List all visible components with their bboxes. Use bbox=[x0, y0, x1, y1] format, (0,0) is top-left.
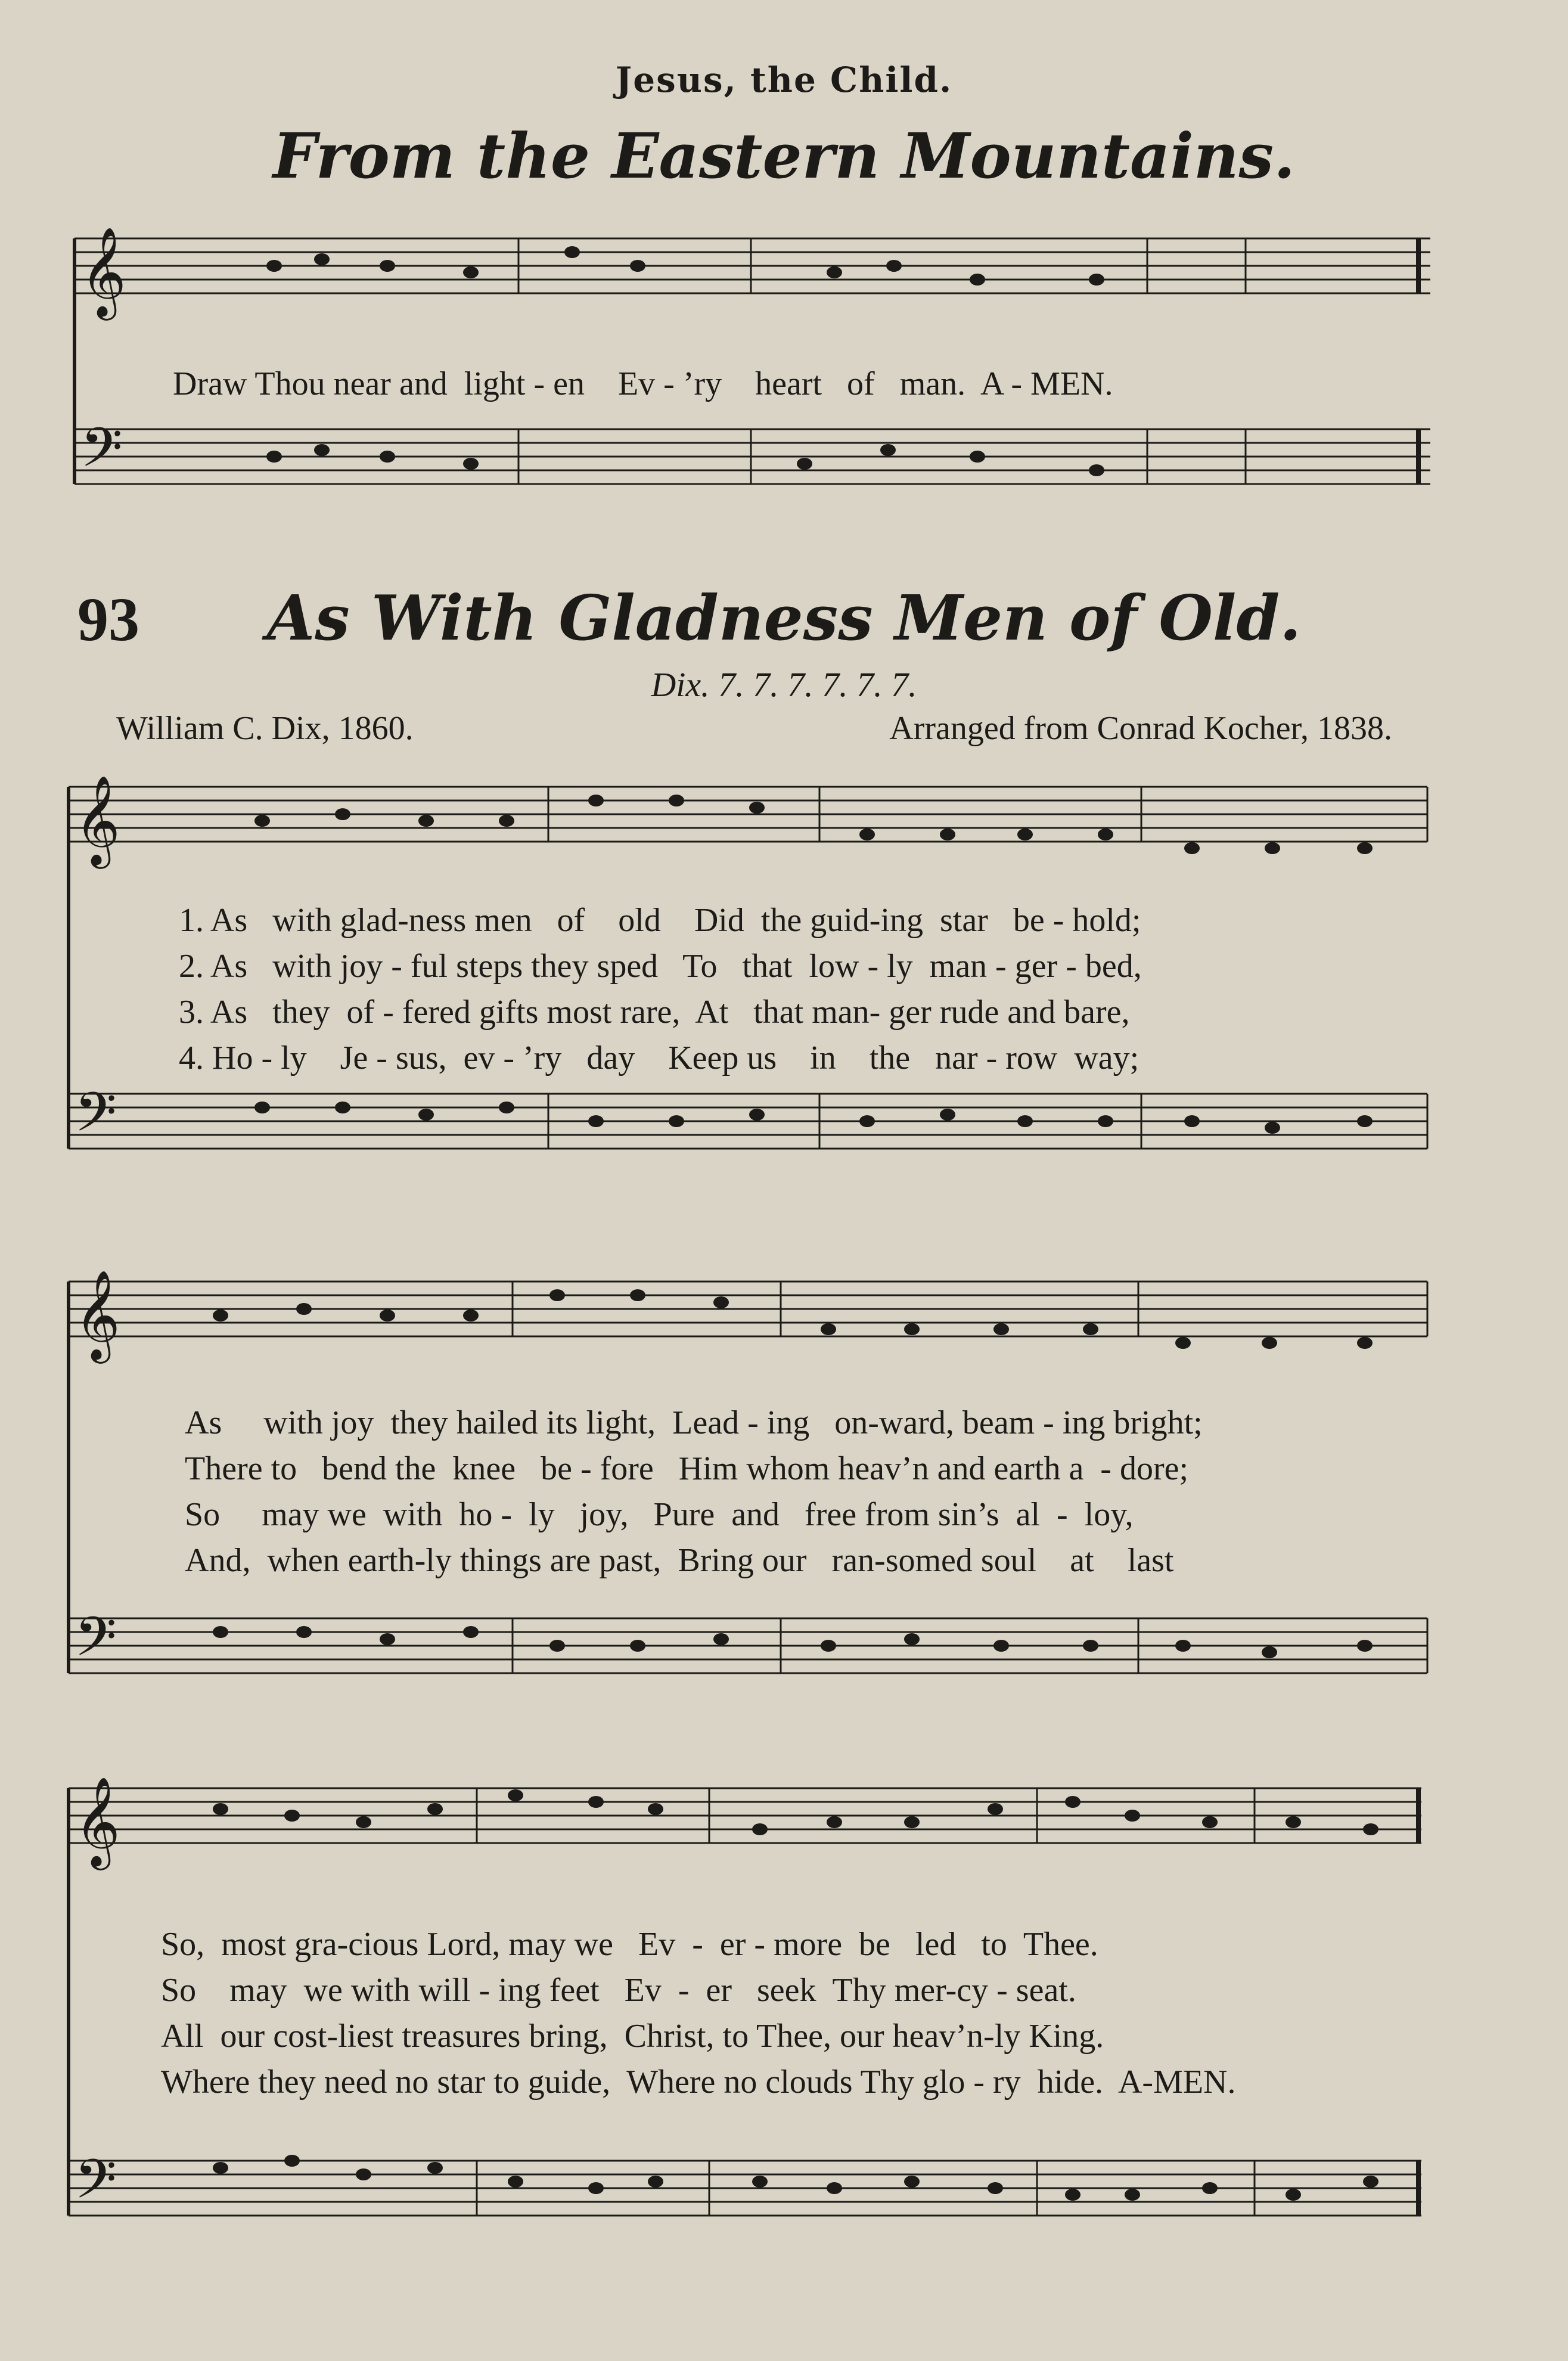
svg-text:𝄢: 𝄢 bbox=[80, 416, 123, 492]
svg-text:𝄞: 𝄞 bbox=[80, 226, 126, 317]
previous-hymn-lyric: Draw Thou near and light - en Ev - ’ry heart of man. A - MEN. bbox=[173, 365, 1113, 402]
section-heading: Jesus, the Child. bbox=[615, 60, 953, 100]
hymn-title: As With Gladness Men of Old. bbox=[266, 581, 1302, 654]
author-credit: William C. Dix, 1860. bbox=[116, 710, 414, 747]
system-1-verse-4: 4. Ho - ly Je - sus, ev - ’ry day Keep us in the nar - row way; bbox=[179, 1040, 1139, 1076]
system-3-verse-1: So, most gra-cious Lord, may we Ev - er - more be led to Thee. bbox=[161, 1926, 1098, 1963]
hymn-number: 93 bbox=[77, 585, 139, 654]
svg-text:𝄞: 𝄞 bbox=[74, 1776, 120, 1866]
system-2-verse-1: As with joy they hailed its light, Lead - ing on-ward, beam - ing bright; bbox=[185, 1404, 1203, 1441]
system-3-verse-3: All our cost-liest treasures bring, Christ, to Thee, our heav’n-ly King. bbox=[161, 2018, 1104, 2055]
svg-text:𝄞: 𝄞 bbox=[74, 774, 120, 865]
previous-hymn-title: From the Eastern Mountains. bbox=[272, 119, 1296, 193]
system-1-verse-3: 3. As they of - fered gifts most rare, At that man- ger rude and bare, bbox=[179, 994, 1130, 1031]
svg-text:𝄢: 𝄢 bbox=[74, 1605, 117, 1681]
system-3-verse-2: So may we with will - ing feet Ev - er seek Thy mer-cy - seat. bbox=[161, 1972, 1076, 2009]
system-2-verse-3: So may we with ho - ly joy, Pure and free from sin’s al - loy, bbox=[185, 1496, 1134, 1533]
tune-name: Dix. 7. 7. 7. 7. 7. 7. bbox=[651, 665, 917, 704]
system-2-verse-4: And, when earth-ly things are past, Bring our ran-somed soul at last bbox=[185, 1542, 1174, 1579]
svg-text:𝄢: 𝄢 bbox=[74, 2148, 117, 2224]
system-1-verse-2: 2. As with joy - ful steps they sped To that low - ly man - ger - bed, bbox=[179, 948, 1142, 985]
system-3-verse-4: Where they need no star to guide, Where no clouds Thy glo - ry hide. A-MEN. bbox=[161, 2064, 1236, 2101]
arranger-credit: Arranged from Conrad Kocher, 1838. bbox=[889, 710, 1392, 747]
system-1-verse-1: 1. As with glad-ness men of old Did the guid-ing star be - hold; bbox=[179, 902, 1141, 939]
svg-text:𝄞: 𝄞 bbox=[74, 1269, 120, 1360]
svg-text:𝄢: 𝄢 bbox=[74, 1081, 117, 1157]
system-2-verse-2: There to bend the knee be - fore Him whom heav’n and earth a - dore; bbox=[185, 1450, 1189, 1487]
